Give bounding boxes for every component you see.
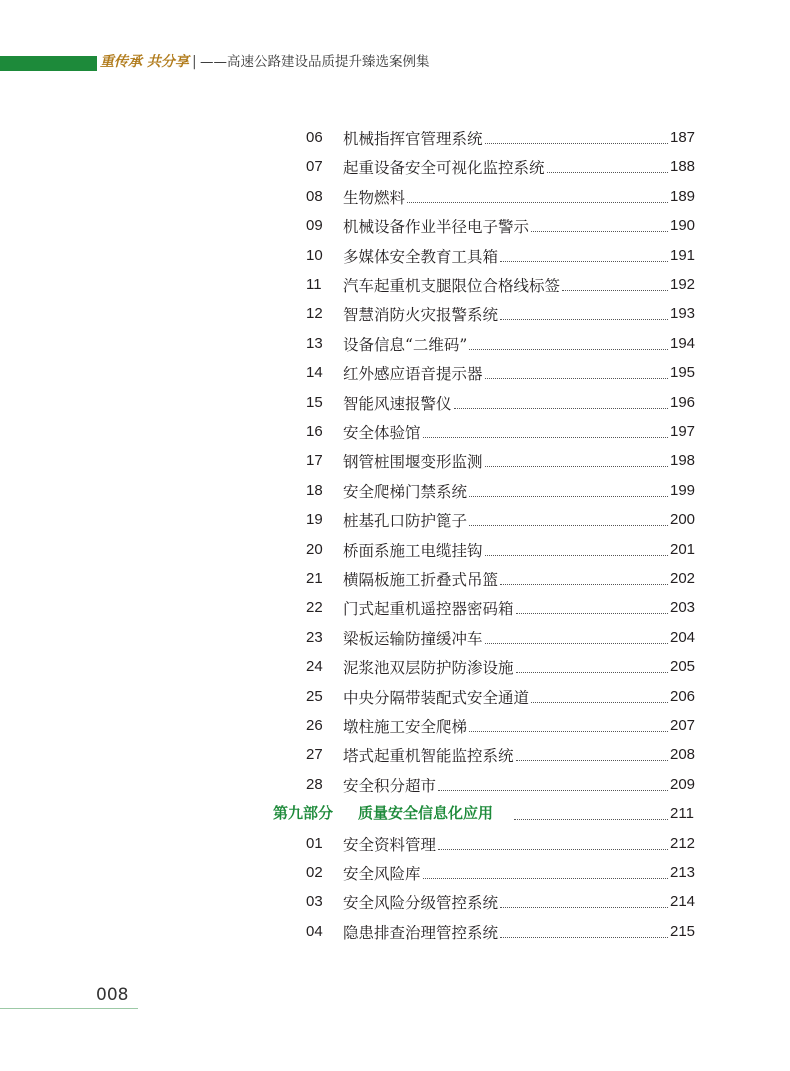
dot-leader	[516, 759, 668, 761]
toc-entry-title: 安全风险库	[343, 865, 421, 883]
toc-entry-number: 22	[306, 599, 323, 617]
toc-entry-page: 193	[670, 305, 696, 323]
toc-entry-line	[343, 743, 670, 767]
toc-entry-number: 08	[306, 187, 323, 205]
toc-entry-page: 190	[670, 217, 696, 235]
toc-entry[interactable]	[0, 830, 790, 859]
toc-entry[interactable]	[0, 741, 790, 770]
header-separator: |	[192, 54, 197, 70]
dot-leader	[485, 642, 668, 644]
toc-entry-line	[343, 332, 670, 356]
dot-leader	[547, 171, 668, 173]
toc-entry-title: 安全积分超市	[343, 776, 437, 795]
toc-entry-page: 194	[670, 334, 696, 352]
toc-entry-number: 18	[306, 481, 323, 499]
toc-entry-line	[343, 302, 670, 326]
toc-entry-number: 19	[306, 511, 323, 529]
toc-entry[interactable]	[0, 242, 790, 271]
toc-entry-number: 14	[306, 364, 323, 382]
dot-leader	[516, 671, 668, 673]
toc-entry-line	[343, 567, 670, 591]
toc-entry-number: 02	[306, 864, 323, 881]
toc-entry-line	[512, 802, 670, 826]
toc-entry-title: 桥面系施工电缆挂钩	[343, 541, 483, 560]
toc-entry-number: 09	[306, 217, 323, 235]
footer-page-number: 008	[96, 985, 129, 1005]
toc-entry-title: 设备信息“二维码”	[343, 335, 468, 354]
toc-entry-page: 201	[670, 540, 696, 558]
dot-leader	[423, 436, 668, 438]
toc-entry-line	[343, 391, 670, 415]
toc-entry-number: 15	[306, 393, 323, 411]
toc-entry-page: 198	[670, 452, 696, 470]
toc-entry-line	[343, 126, 670, 150]
toc-entry[interactable]	[0, 683, 790, 712]
toc-entry-title: 墩柱施工安全爬梯	[343, 718, 468, 736]
toc-entry-title: 桩基孔口防护篦子	[343, 512, 468, 531]
toc-entry[interactable]	[0, 565, 790, 594]
toc-entry-page: 205	[670, 658, 696, 676]
toc-entry-number: 24	[306, 658, 323, 676]
toc-entry-page: 209	[670, 775, 696, 793]
toc-entry-page: 188	[670, 158, 696, 176]
toc-entry-page: 192	[670, 276, 696, 293]
header-slogan: 重传承 共分享	[100, 54, 189, 70]
toc-entry-number: 20	[306, 540, 323, 558]
toc-entry[interactable]	[0, 594, 790, 623]
header-book-title: ——高速公路建设品质提升臻选案例集	[200, 54, 430, 70]
toc-entry[interactable]	[0, 506, 790, 535]
toc-entry-line	[343, 861, 670, 885]
toc-entry[interactable]	[0, 389, 790, 418]
toc-entry-title: 泥浆池双层防护防渗设施	[343, 659, 514, 678]
toc-entry[interactable]	[0, 624, 790, 653]
header-green-bar	[0, 56, 97, 70]
toc-entry[interactable]	[0, 418, 790, 447]
toc-entry-line	[343, 714, 670, 738]
toc-entry-line	[343, 449, 670, 473]
toc-entry-page: 215	[670, 922, 696, 940]
toc-entry-page: 187	[670, 129, 696, 146]
toc-entry-title: 机械指挥官管理系统	[343, 130, 483, 148]
toc-entry-line	[343, 420, 670, 444]
dot-leader	[469, 495, 668, 497]
toc-entry-page: 213	[670, 864, 696, 881]
part-page: 211	[670, 805, 694, 823]
toc-entry-line	[343, 214, 670, 238]
dot-leader	[485, 142, 668, 144]
toc-entry-title: 梁板运输防撞缓冲车	[343, 629, 483, 648]
toc-entry-page: 203	[670, 599, 696, 617]
toc-entry-page: 196	[670, 393, 696, 411]
toc-entry-page: 208	[670, 746, 696, 764]
dot-leader	[469, 348, 668, 350]
toc-entry-line	[343, 538, 670, 562]
toc-entry-line	[343, 655, 670, 679]
toc-entry[interactable]	[0, 771, 790, 800]
dot-leader	[500, 260, 668, 262]
dot-leader	[531, 230, 668, 232]
dot-leader	[438, 848, 668, 850]
toc-entry[interactable]	[0, 888, 790, 917]
toc-entry-page: 202	[670, 570, 696, 587]
toc-entry-number: 07	[306, 158, 323, 176]
toc-entry[interactable]	[0, 359, 790, 388]
toc-entry-page: 206	[670, 687, 696, 705]
dot-leader	[469, 524, 668, 526]
toc-entry[interactable]	[0, 300, 790, 329]
dot-leader	[516, 612, 668, 614]
toc-entry-title: 中央分隔带装配式安全通道	[343, 688, 530, 707]
toc-entry-line	[343, 508, 670, 532]
toc-entry-number: 23	[306, 628, 323, 646]
toc-entry-line	[343, 185, 670, 209]
dot-leader	[485, 465, 668, 467]
dot-leader	[454, 407, 668, 409]
dot-leader	[485, 554, 668, 556]
toc-entry-line	[343, 479, 670, 503]
header-rule	[0, 70, 97, 71]
toc-entry-number: 10	[306, 246, 323, 264]
toc-entry[interactable]	[0, 477, 790, 506]
toc-entry-page: 199	[670, 481, 696, 499]
toc-entry-title: 横隔板施工折叠式吊篮	[343, 571, 499, 589]
toc-entry-title: 安全风险分级管控系统	[343, 894, 499, 913]
dot-leader	[407, 201, 668, 203]
toc-entry-number: 26	[306, 717, 323, 734]
toc-entry[interactable]	[0, 212, 790, 241]
toc-entry-title: 机械设备作业半径电子警示	[343, 218, 530, 237]
toc-entry-number: 11	[306, 276, 322, 293]
dot-leader	[500, 583, 668, 585]
toc-entry-page: 212	[670, 834, 696, 852]
dot-leader	[423, 877, 668, 879]
dot-leader	[500, 936, 668, 938]
dot-leader	[485, 377, 668, 379]
toc-entry-title: 智慧消防火灾报警系统	[343, 306, 499, 325]
dot-leader	[438, 789, 668, 791]
toc-entry-line	[343, 596, 670, 620]
toc-entry-title: 安全爬梯门禁系统	[343, 482, 468, 501]
toc-entry-page: 191	[670, 246, 696, 264]
toc-entry[interactable]	[0, 183, 790, 212]
toc-entry-line	[343, 273, 670, 297]
toc-entry[interactable]	[0, 330, 790, 359]
toc-entry[interactable]	[0, 447, 790, 476]
toc-entry-title: 红外感应语音提示器	[343, 365, 483, 384]
toc-entry-line	[343, 920, 670, 944]
toc-entry-line	[343, 155, 670, 179]
toc-entry-page: 207	[670, 717, 696, 734]
toc-entry-line	[343, 626, 670, 650]
toc-entry-title: 隐患排查治理管控系统	[343, 923, 499, 942]
toc-entry-number: 28	[306, 775, 323, 793]
toc-part-heading[interactable]	[0, 800, 790, 829]
dot-leader	[500, 906, 668, 908]
toc-entry-number: 01	[306, 834, 323, 852]
toc-entry-page: 214	[670, 893, 696, 911]
toc-entry-number: 17	[306, 452, 323, 470]
toc-entry-title: 安全体验馆	[343, 424, 421, 442]
toc-entry-number: 27	[306, 746, 323, 764]
toc-entry-number: 13	[306, 334, 323, 352]
toc-entry[interactable]	[0, 712, 790, 741]
toc-entry-page: 195	[670, 364, 696, 382]
toc-entry-title: 门式起重机遥控器密码箱	[343, 600, 514, 619]
toc-entry-line	[343, 832, 670, 856]
toc-entry-number: 25	[306, 687, 323, 705]
toc-entry-line	[343, 244, 670, 268]
toc-entry-title: 塔式起重机智能监控系统	[343, 747, 514, 766]
toc-entry[interactable]	[0, 859, 790, 888]
toc-entry-line	[343, 361, 670, 385]
toc-entry-page: 200	[670, 511, 696, 529]
toc-entry-title: 智能风速报警仪	[343, 394, 452, 413]
toc-entry-number: 03	[306, 893, 323, 911]
toc-entry-line	[343, 685, 670, 709]
toc-entry[interactable]	[0, 153, 790, 182]
toc-entry-line	[343, 773, 670, 797]
dot-leader	[531, 701, 668, 703]
toc-entry-title: 钢管桩围堰变形监测	[343, 453, 483, 472]
toc-entry-number: 12	[306, 305, 323, 323]
dot-leader	[562, 289, 668, 291]
toc-entry-number: 04	[306, 922, 323, 940]
toc-entry[interactable]	[0, 124, 790, 153]
toc-entry-page: 189	[670, 187, 696, 205]
toc-entry-page: 197	[670, 423, 696, 440]
footer-rule	[0, 1008, 138, 1009]
toc-entry[interactable]	[0, 918, 790, 947]
toc-entry[interactable]	[0, 653, 790, 682]
toc-entry-line	[343, 890, 670, 914]
toc-entry[interactable]	[0, 536, 790, 565]
toc-entry-title: 安全资料管理	[343, 835, 437, 854]
toc-entry-title: 起重设备安全可视化监控系统	[343, 159, 545, 178]
dot-leader	[514, 818, 668, 820]
toc-entry-number: 16	[306, 423, 323, 440]
toc-entry-number: 21	[306, 570, 323, 587]
toc-entry-number: 06	[306, 129, 323, 146]
toc-entry-title: 生物燃料	[343, 188, 406, 207]
dot-leader	[500, 318, 668, 320]
toc-entry-title: 汽车起重机支腿限位合格线标签	[343, 277, 561, 295]
toc-entry-page: 204	[670, 628, 696, 646]
toc-entry[interactable]	[0, 271, 790, 300]
part-label: 第九部分	[273, 804, 334, 823]
part-title: 质量安全信息化应用	[358, 804, 494, 823]
toc-entry-title: 多媒体安全教育工具箱	[343, 247, 499, 266]
dot-leader	[469, 730, 668, 732]
